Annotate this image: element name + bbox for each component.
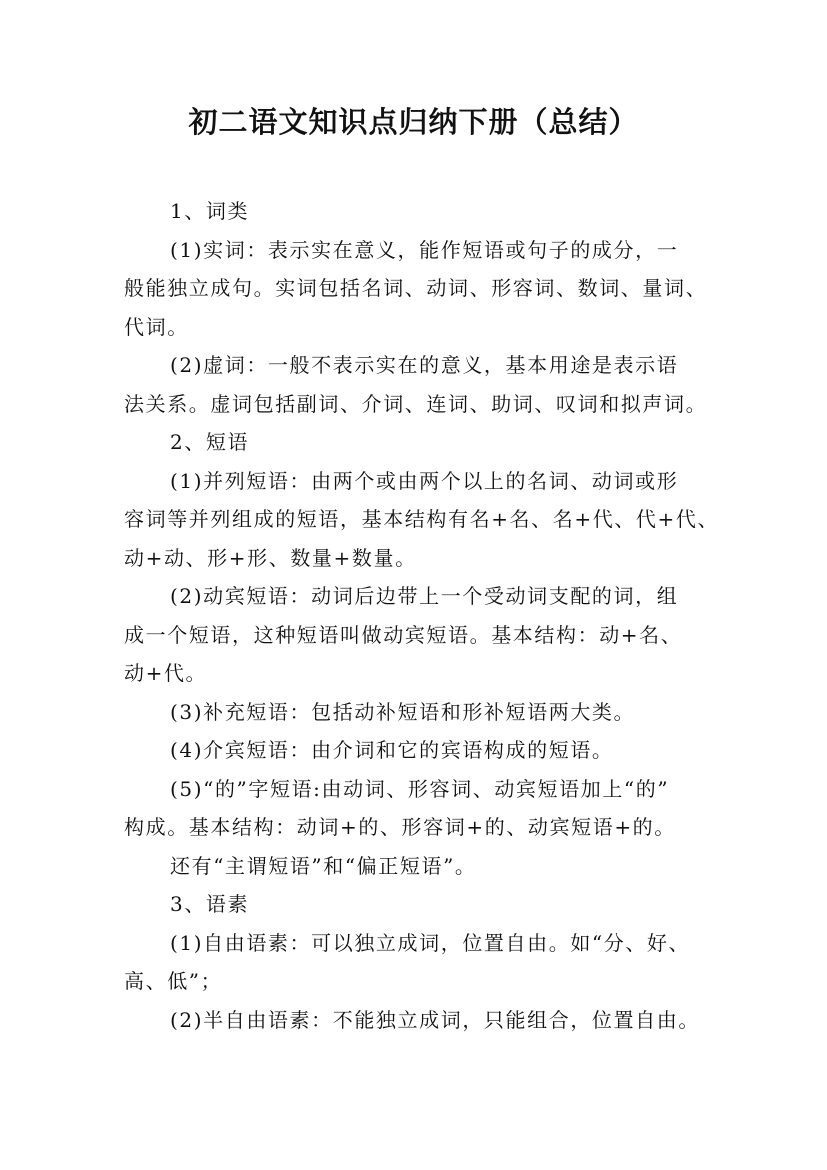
text-line: (1)自由语素：可以独立成词，位置自由。如“分、好、 (170, 930, 691, 955)
text-line: (1)并列短语：由两个或由两个以上的名词、动词或形 (170, 468, 679, 493)
text-line: (2)半自由语素：不能独立成词，只能组合，位置自由。 (170, 1007, 700, 1032)
text-line: 成一个短语，这种短语叫做动宾短语。基本结构：动+名、 (124, 622, 683, 647)
text-line: 3、语素 (170, 892, 250, 916)
text-line: (1)实词：表示实在意义，能作短语或句子的成分，一 (170, 237, 679, 262)
document-body (124, 192, 720, 1039)
text-line: 代词。 (124, 314, 189, 339)
text-line: 构成。基本结构：动词+的、形容词+的、动宾短语+的。 (124, 815, 676, 839)
text-line: 动+动、形+形、数量+数量。 (124, 545, 417, 570)
text-line: 高、低”； (124, 969, 223, 993)
text-line: (2)虚词：一般不表示实在的意义，基本用途是表示语 (170, 353, 679, 377)
text-line: (4)介宾短语：由介词和它的宾语构成的短语。 (170, 738, 614, 762)
text-line: 容词等并列组成的短语，基本结构有名+名、名+代、代+代、 (124, 507, 720, 531)
text-line: 般能独立成句。实词包括名词、动词、形容词、数词、量词、 (124, 276, 708, 300)
text-line: (5)“的”字短语:由动词、形容词、动宾短语加上“的” (170, 776, 670, 801)
text-line: 还有“主谓短语”和“偏正短语”。 (170, 853, 477, 878)
text-line: 动+代。 (124, 661, 208, 685)
text-line: 2、短语 (170, 430, 250, 454)
text-line: (3)补充短语：包括动补短语和形补短语两大类。 (170, 699, 636, 724)
text-line: 法关系。虚词包括副词、介词、连词、助词、叹词和拟声词。 (124, 391, 708, 416)
text-line: (2)动宾短语：动词后边带上一个受动词支配的词，组 (170, 584, 679, 608)
text-line: 1、词类 (170, 199, 250, 223)
document-title: 初二语文知识点归纳下册（总结） (188, 105, 639, 139)
